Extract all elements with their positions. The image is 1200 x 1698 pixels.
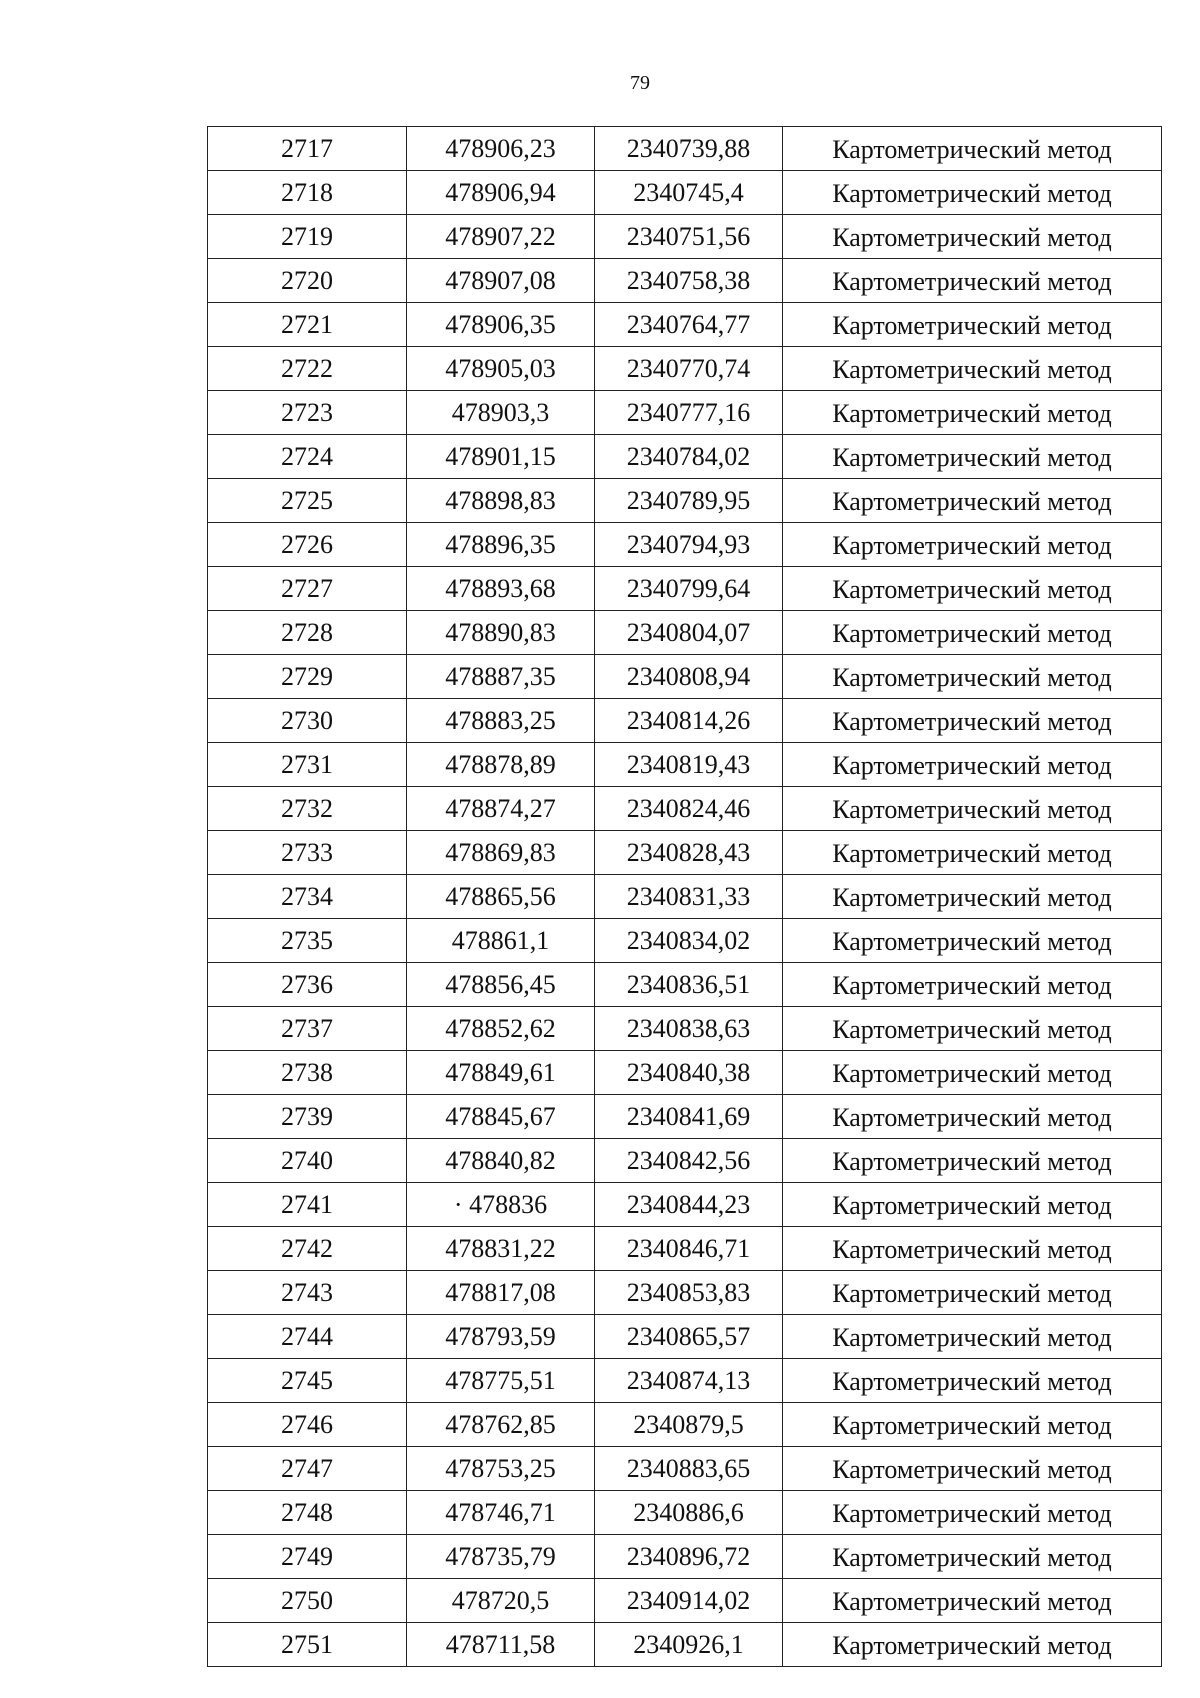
x-coordinate-cell: · 478836 — [407, 1183, 595, 1227]
y-coordinate-cell: 2340846,71 — [595, 1227, 783, 1271]
y-coordinate-cell: 2340794,93 — [595, 523, 783, 567]
x-coordinate-cell: 478775,51 — [407, 1359, 595, 1403]
method-cell: Картометрический метод — [783, 875, 1162, 919]
table-row — [208, 1403, 1162, 1447]
x-coordinate-cell: 478883,25 — [407, 699, 595, 743]
point-number-cell: 2751 — [208, 1623, 407, 1667]
point-number-cell: 2722 — [208, 347, 407, 391]
point-number-cell: 2749 — [208, 1535, 407, 1579]
method-cell: Картометрический метод — [783, 787, 1162, 831]
table-row — [208, 1051, 1162, 1095]
point-number-cell: 2720 — [208, 259, 407, 303]
x-coordinate-cell: 478898,83 — [407, 479, 595, 523]
table-row — [208, 347, 1162, 391]
x-coordinate-cell: 478903,3 — [407, 391, 595, 435]
method-cell: Картометрический метод — [783, 1579, 1162, 1623]
table-row — [208, 831, 1162, 875]
y-coordinate-cell: 2340770,74 — [595, 347, 783, 391]
point-number-cell: 2738 — [208, 1051, 407, 1095]
method-cell: Картометрический метод — [783, 1623, 1162, 1667]
method-cell: Картометрический метод — [783, 831, 1162, 875]
point-number-cell: 2742 — [208, 1227, 407, 1271]
y-coordinate-cell: 2340834,02 — [595, 919, 783, 963]
table-row — [208, 1271, 1162, 1315]
method-cell: Картометрический метод — [783, 1491, 1162, 1535]
method-cell: Картометрический метод — [783, 1359, 1162, 1403]
method-cell: Картометрический метод — [783, 347, 1162, 391]
table-row — [208, 523, 1162, 567]
method-cell: Картометрический метод — [783, 611, 1162, 655]
table-row — [208, 655, 1162, 699]
point-number-cell: 2721 — [208, 303, 407, 347]
y-coordinate-cell: 2340828,43 — [595, 831, 783, 875]
y-coordinate-cell: 2340844,23 — [595, 1183, 783, 1227]
point-number-cell: 2734 — [208, 875, 407, 919]
method-cell: Картометрический метод — [783, 435, 1162, 479]
y-coordinate-cell: 2340879,5 — [595, 1403, 783, 1447]
table-row — [208, 171, 1162, 215]
x-coordinate-cell: 478893,68 — [407, 567, 595, 611]
x-coordinate-cell: 478856,45 — [407, 963, 595, 1007]
method-cell: Картометрический метод — [783, 963, 1162, 1007]
method-cell: Картометрический метод — [783, 1315, 1162, 1359]
point-number-cell: 2725 — [208, 479, 407, 523]
y-coordinate-cell: 2340799,64 — [595, 567, 783, 611]
method-cell: Картометрический метод — [783, 1183, 1162, 1227]
point-number-cell: 2736 — [208, 963, 407, 1007]
table-row — [208, 1447, 1162, 1491]
table-row — [208, 1579, 1162, 1623]
x-coordinate-cell: 478849,61 — [407, 1051, 595, 1095]
x-coordinate-cell: 478878,89 — [407, 743, 595, 787]
x-coordinate-cell: 478906,23 — [407, 127, 595, 171]
table-row — [208, 1095, 1162, 1139]
table-row — [208, 875, 1162, 919]
y-coordinate-cell: 2340886,6 — [595, 1491, 783, 1535]
y-coordinate-cell: 2340764,77 — [595, 303, 783, 347]
y-coordinate-cell: 2340804,07 — [595, 611, 783, 655]
method-cell: Картометрический метод — [783, 259, 1162, 303]
table-row — [208, 303, 1162, 347]
point-number-cell: 2747 — [208, 1447, 407, 1491]
point-number-cell: 2718 — [208, 171, 407, 215]
y-coordinate-cell: 2340824,46 — [595, 787, 783, 831]
x-coordinate-cell: 478865,56 — [407, 875, 595, 919]
method-cell: Картометрический метод — [783, 919, 1162, 963]
point-number-cell: 2748 — [208, 1491, 407, 1535]
y-coordinate-cell: 2340739,88 — [595, 127, 783, 171]
y-coordinate-cell: 2340883,65 — [595, 1447, 783, 1491]
table-row — [208, 1315, 1162, 1359]
y-coordinate-cell: 2340808,94 — [595, 655, 783, 699]
y-coordinate-cell: 2340751,56 — [595, 215, 783, 259]
point-number-cell: 2729 — [208, 655, 407, 699]
y-coordinate-cell: 2340758,38 — [595, 259, 783, 303]
table-row — [208, 1007, 1162, 1051]
table-row — [208, 567, 1162, 611]
point-number-cell: 2745 — [208, 1359, 407, 1403]
table-row — [208, 259, 1162, 303]
y-coordinate-cell: 2340853,83 — [595, 1271, 783, 1315]
y-coordinate-cell: 2340838,63 — [595, 1007, 783, 1051]
x-coordinate-cell: 478817,08 — [407, 1271, 595, 1315]
method-cell: Картометрический метод — [783, 1227, 1162, 1271]
point-number-cell: 2733 — [208, 831, 407, 875]
y-coordinate-cell: 2340865,57 — [595, 1315, 783, 1359]
y-coordinate-cell: 2340874,13 — [595, 1359, 783, 1403]
method-cell: Картометрический метод — [783, 1007, 1162, 1051]
method-cell: Картометрический метод — [783, 1139, 1162, 1183]
method-cell: Картометрический метод — [783, 215, 1162, 259]
point-number-cell: 2737 — [208, 1007, 407, 1051]
x-coordinate-cell: 478845,67 — [407, 1095, 595, 1139]
y-coordinate-cell: 2340831,33 — [595, 875, 783, 919]
point-number-cell: 2727 — [208, 567, 407, 611]
x-coordinate-cell: 478711,58 — [407, 1623, 595, 1667]
table-row — [208, 1535, 1162, 1579]
point-number-cell: 2746 — [208, 1403, 407, 1447]
x-coordinate-cell: 478906,94 — [407, 171, 595, 215]
x-coordinate-cell: 478746,71 — [407, 1491, 595, 1535]
table-row — [208, 1359, 1162, 1403]
table-row — [208, 1623, 1162, 1667]
y-coordinate-cell: 2340836,51 — [595, 963, 783, 1007]
y-coordinate-cell: 2340914,02 — [595, 1579, 783, 1623]
point-number-cell: 2744 — [208, 1315, 407, 1359]
table-row — [208, 1183, 1162, 1227]
x-coordinate-cell: 478907,08 — [407, 259, 595, 303]
method-cell: Картометрический метод — [783, 1095, 1162, 1139]
page-number: 79 — [630, 72, 650, 94]
method-cell: Картометрический метод — [783, 171, 1162, 215]
point-number-cell: 2728 — [208, 611, 407, 655]
point-number-cell: 2723 — [208, 391, 407, 435]
x-coordinate-cell: 478720,5 — [407, 1579, 595, 1623]
method-cell: Картометрический метод — [783, 1271, 1162, 1315]
table-row — [208, 1139, 1162, 1183]
x-coordinate-cell: 478901,15 — [407, 435, 595, 479]
point-number-cell: 2735 — [208, 919, 407, 963]
x-coordinate-cell: 478762,85 — [407, 1403, 595, 1447]
y-coordinate-cell: 2340814,26 — [595, 699, 783, 743]
table-row — [208, 435, 1162, 479]
y-coordinate-cell: 2340841,69 — [595, 1095, 783, 1139]
y-coordinate-cell: 2340777,16 — [595, 391, 783, 435]
y-coordinate-cell: 2340789,95 — [595, 479, 783, 523]
x-coordinate-cell: 478887,35 — [407, 655, 595, 699]
point-number-cell: 2726 — [208, 523, 407, 567]
point-number-cell: 2732 — [208, 787, 407, 831]
point-number-cell: 2730 — [208, 699, 407, 743]
x-coordinate-cell: 478890,83 — [407, 611, 595, 655]
x-coordinate-cell: 478906,35 — [407, 303, 595, 347]
x-coordinate-cell: 478896,35 — [407, 523, 595, 567]
method-cell: Картометрический метод — [783, 567, 1162, 611]
table-row — [208, 611, 1162, 655]
coordinates-table — [207, 126, 1162, 1667]
table-row — [208, 743, 1162, 787]
point-number-cell: 2741 — [208, 1183, 407, 1227]
x-coordinate-cell: 478793,59 — [407, 1315, 595, 1359]
x-coordinate-cell: 478905,03 — [407, 347, 595, 391]
y-coordinate-cell: 2340840,38 — [595, 1051, 783, 1095]
x-coordinate-cell: 478869,83 — [407, 831, 595, 875]
point-number-cell: 2731 — [208, 743, 407, 787]
method-cell: Картометрический метод — [783, 1447, 1162, 1491]
point-number-cell: 2750 — [208, 1579, 407, 1623]
method-cell: Картометрический метод — [783, 1403, 1162, 1447]
point-number-cell: 2740 — [208, 1139, 407, 1183]
method-cell: Картометрический метод — [783, 127, 1162, 171]
table-row — [208, 1227, 1162, 1271]
x-coordinate-cell: 478831,22 — [407, 1227, 595, 1271]
y-coordinate-cell: 2340896,72 — [595, 1535, 783, 1579]
table-row — [208, 1491, 1162, 1535]
method-cell: Картометрический метод — [783, 391, 1162, 435]
table-row — [208, 787, 1162, 831]
x-coordinate-cell: 478753,25 — [407, 1447, 595, 1491]
y-coordinate-cell: 2340842,56 — [595, 1139, 783, 1183]
x-coordinate-cell: 478907,22 — [407, 215, 595, 259]
table-row — [208, 963, 1162, 1007]
method-cell: Картометрический метод — [783, 655, 1162, 699]
table-row — [208, 479, 1162, 523]
method-cell: Картометрический метод — [783, 1051, 1162, 1095]
x-coordinate-cell: 478735,79 — [407, 1535, 595, 1579]
x-coordinate-cell: 478874,27 — [407, 787, 595, 831]
y-coordinate-cell: 2340745,4 — [595, 171, 783, 215]
table-row — [208, 391, 1162, 435]
point-number-cell: 2743 — [208, 1271, 407, 1315]
x-coordinate-cell: 478840,82 — [407, 1139, 595, 1183]
method-cell: Картометрический метод — [783, 479, 1162, 523]
table-row — [208, 215, 1162, 259]
point-number-cell: 2739 — [208, 1095, 407, 1139]
table-row — [208, 919, 1162, 963]
point-number-cell: 2717 — [208, 127, 407, 171]
method-cell: Картометрический метод — [783, 303, 1162, 347]
point-number-cell: 2719 — [208, 215, 407, 259]
y-coordinate-cell: 2340926,1 — [595, 1623, 783, 1667]
method-cell: Картометрический метод — [783, 699, 1162, 743]
y-coordinate-cell: 2340819,43 — [595, 743, 783, 787]
method-cell: Картометрический метод — [783, 523, 1162, 567]
y-coordinate-cell: 2340784,02 — [595, 435, 783, 479]
table-row — [208, 127, 1162, 171]
method-cell: Картометрический метод — [783, 1535, 1162, 1579]
coordinates-table-body — [208, 127, 1162, 1667]
table-row — [208, 699, 1162, 743]
point-number-cell: 2724 — [208, 435, 407, 479]
method-cell: Картометрический метод — [783, 743, 1162, 787]
x-coordinate-cell: 478861,1 — [407, 919, 595, 963]
x-coordinate-cell: 478852,62 — [407, 1007, 595, 1051]
